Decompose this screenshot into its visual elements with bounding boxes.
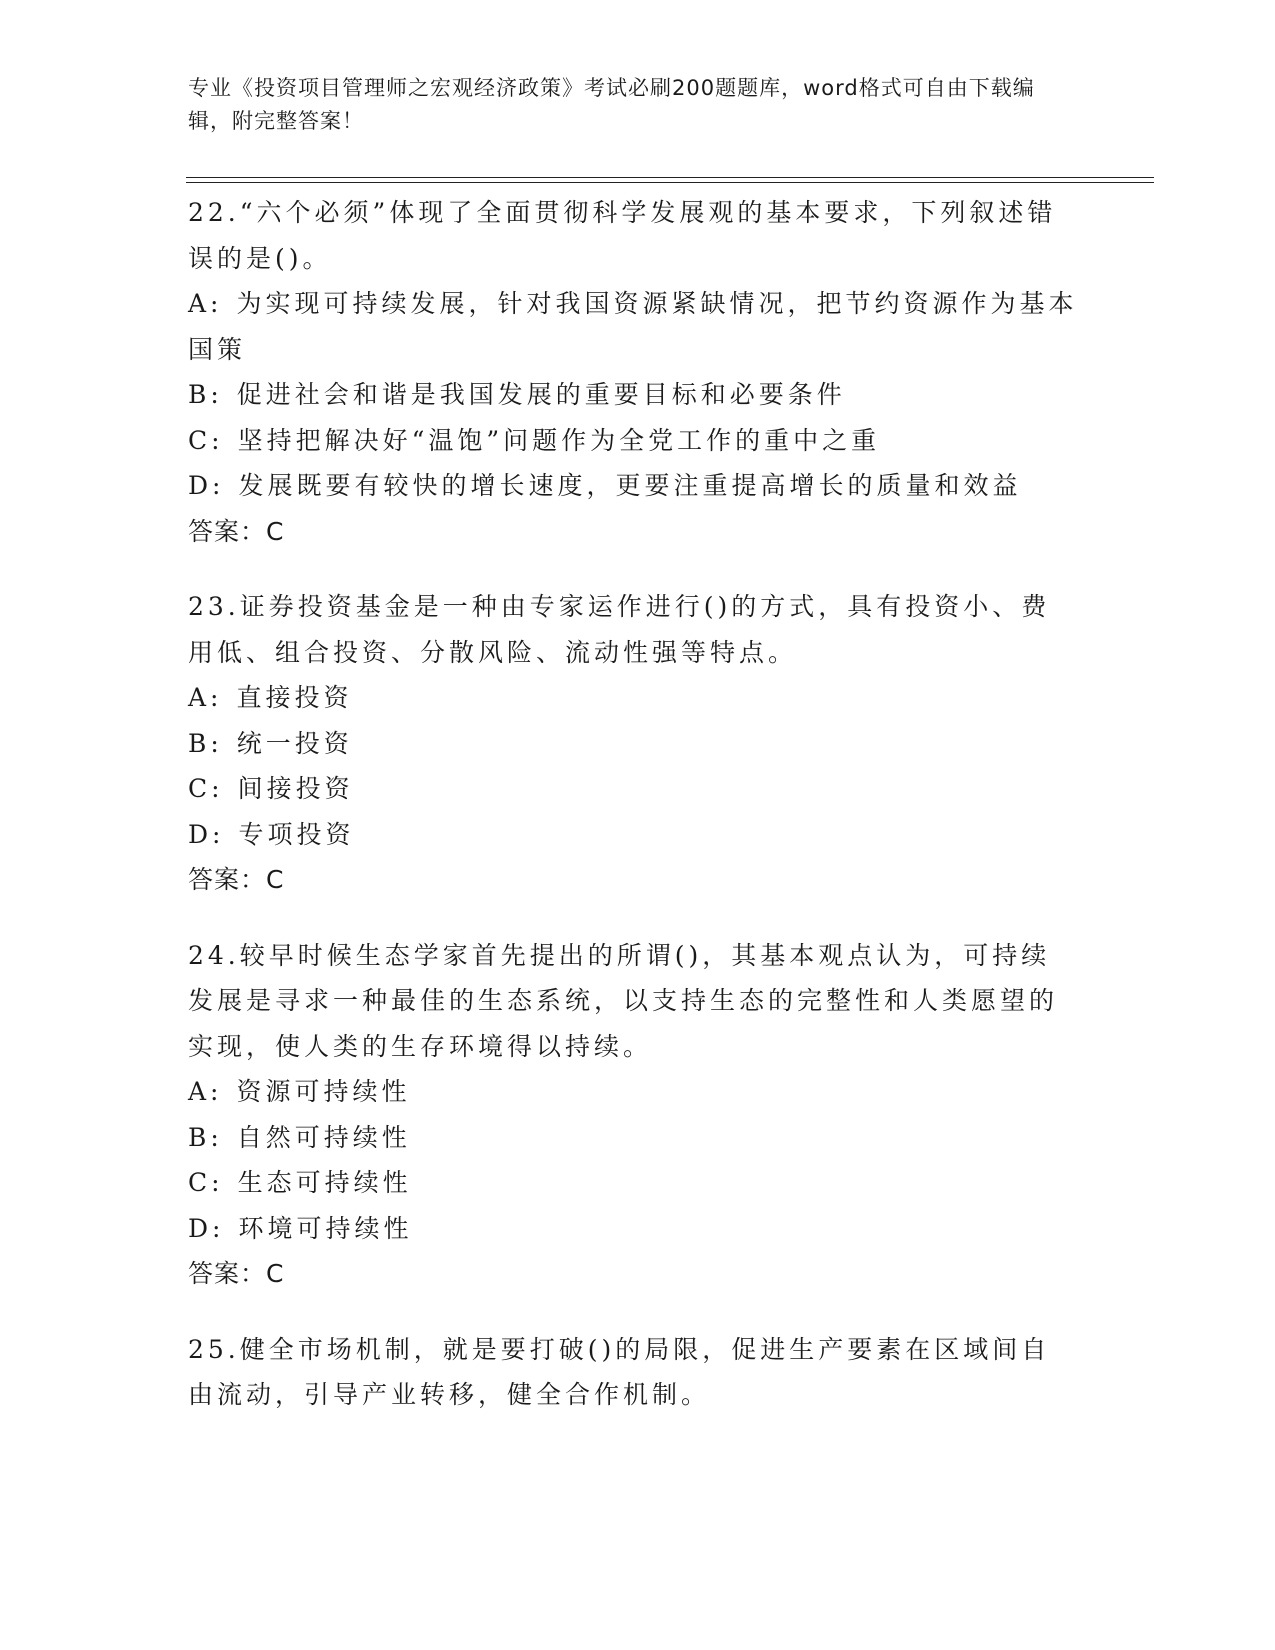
option-a xyxy=(188,281,1078,372)
option-key: D: xyxy=(188,471,225,500)
option-text: 间接投资 xyxy=(237,774,354,803)
option-text: 坚持把解决好“温饱”问题作为全党工作的重中之重 xyxy=(237,425,881,455)
option-text: 为实现可持续发展，针对我国资源紧缺情况，把节约资源作为基本国策 xyxy=(188,289,1078,364)
option-c xyxy=(188,1160,1078,1206)
option-text: 直接投资 xyxy=(236,683,353,712)
header-rule-top xyxy=(186,177,1154,178)
option-text: 发展既要有较快的增长速度，更要注重提高增长的质量和效益 xyxy=(238,471,1022,500)
option-text: 生态可持续性 xyxy=(237,1168,412,1197)
question-stem: 25.健全市场机制，就是要打破()的局限，促进生产要素在区域间自由流动，引导产业转移，健全合作机制。 xyxy=(188,1334,1051,1409)
question-25 xyxy=(188,1327,1078,1418)
question-23 xyxy=(188,584,1078,903)
question-stem: 24.较早时候生态学家首先提出的所谓()，其基本观点认为，可持续发展是寻求一种最佳的生态系统，以支持生态的完整性和人类愿望的实现，使人类的生存环境得以持续。 xyxy=(188,940,1059,1061)
option-c xyxy=(188,418,1078,464)
option-text: 环境可持续性 xyxy=(238,1213,413,1243)
option-key: D: xyxy=(188,1213,225,1243)
option-key: B: xyxy=(188,1122,223,1152)
option-text: 资源可持续性 xyxy=(236,1077,411,1106)
option-a xyxy=(188,675,1078,721)
option-key: C: xyxy=(188,425,224,455)
option-d xyxy=(188,812,1078,858)
option-text: 促进社会和谐是我国发展的重要目标和必要条件 xyxy=(236,380,846,409)
option-b xyxy=(188,1115,1078,1161)
option-text: 统一投资 xyxy=(236,728,353,758)
header-rule-bottom xyxy=(186,182,1154,183)
answer-line: 答案：C xyxy=(188,516,285,546)
page-header: 专业《投资项目管理师之宏观经济政策》考试必刷200题题库，word格式可自由下载编辑，附完整答案！ xyxy=(188,76,1035,133)
option-key: D: xyxy=(188,819,225,849)
option-a xyxy=(188,1069,1078,1115)
question-24 xyxy=(188,933,1078,1297)
option-key: B: xyxy=(188,380,223,409)
question-list xyxy=(188,190,1078,1448)
answer-line: 答案：C xyxy=(188,1259,285,1288)
question-stem: 22.“六个必须”体现了全面贯彻科学发展观的基本要求，下列叙述错误的是()。 xyxy=(188,198,1057,273)
option-key: A: xyxy=(188,1077,223,1106)
option-key: A: xyxy=(188,683,223,712)
option-text: 专项投资 xyxy=(238,819,355,849)
option-c xyxy=(188,766,1078,812)
question-22 xyxy=(188,190,1078,554)
question-stem: 23.证券投资基金是一种由专家运作进行()的方式，具有投资小、费用低、组合投资、分散风险、流动性强等特点。 xyxy=(188,592,1051,667)
option-key: A: xyxy=(188,289,223,318)
option-text: 自然可持续性 xyxy=(236,1122,411,1152)
option-key: C: xyxy=(188,1168,224,1197)
option-b xyxy=(188,372,1078,418)
option-b xyxy=(188,721,1078,767)
option-d xyxy=(188,463,1078,509)
option-key: C: xyxy=(188,774,224,803)
answer-line: 答案：C xyxy=(188,865,285,894)
option-d xyxy=(188,1206,1078,1252)
option-key: B: xyxy=(188,728,223,758)
